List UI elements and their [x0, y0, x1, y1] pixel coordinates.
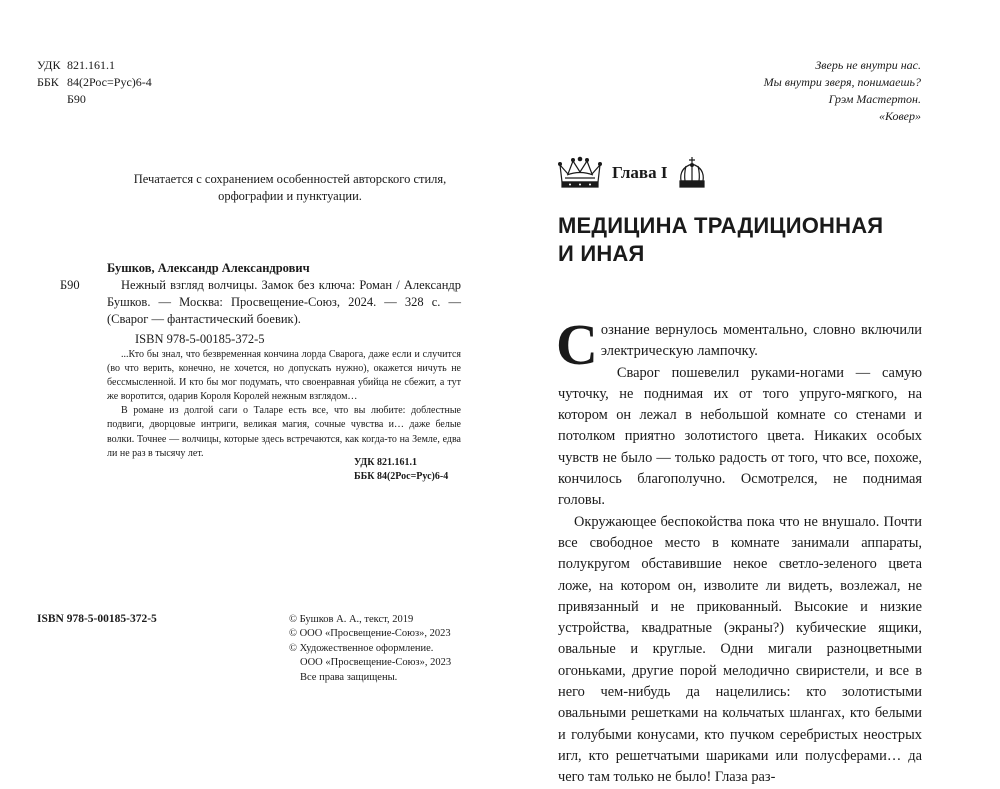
bbk-row — [37, 74, 152, 91]
isbn-footer: ISBN 978-5-00185-372-5 — [37, 613, 157, 625]
author-mark-row — [37, 91, 152, 108]
annotation — [107, 348, 461, 461]
body-paragraph-2: Сварог пошевелил руками-ногами — самую чуточку, не поднимая их от того упруго-мягкого, на котором он лежал в небольшой комнате со стенами и потолком приятно золотистого цвета. Никаких особых чувств не было — только радость от того, что все, похоже, кончилось благополучно. Осмотрелся, не поднимая головы. — [558, 364, 922, 509]
epigraph-line2: Мы внутри зверя, понимаешь? — [763, 75, 921, 89]
epigraph-work: «Ковер» — [878, 109, 921, 123]
edition-note-line1: Печатается с сохранением особенностей авторского стиля, — [133, 172, 447, 186]
copyright-line: © ООО «Просвещение-Союз», 2023 — [289, 628, 451, 640]
crown-icon — [677, 156, 707, 190]
body-paragraph-1 — [556, 312, 922, 377]
isbn: ISBN 978-5-00185-372-5 — [135, 332, 265, 346]
chapter-label: Глава I — [612, 163, 668, 182]
copyright-line: © Художественное оформление. — [289, 642, 434, 654]
chapter-heading — [558, 156, 707, 190]
bbk-value: 84(2Рос=Рус)6-4 — [67, 75, 152, 89]
epigraph — [764, 57, 921, 125]
crown-icon — [558, 156, 602, 190]
author-mark-value: Б90 — [67, 92, 86, 106]
udk-value: 821.161.1 — [67, 58, 115, 72]
udk-label: УДК — [37, 58, 61, 72]
epigraph-line1: Зверь не внутри нас. — [815, 58, 921, 72]
copyright-line: ООО «Просвещение-Союз», 2023 — [300, 657, 452, 669]
bbk-label: ББК — [37, 75, 59, 89]
copyright-line: © Бушков А. А., текст, 2019 — [289, 614, 414, 625]
copyright-line: Все права защищены. — [300, 671, 398, 683]
chapter-title-line2: И ИНАЯ — [558, 241, 645, 266]
chapter-title-line1: МЕДИЦИНА ТРАДИЦИОННАЯ — [558, 213, 884, 238]
copyright-block — [289, 613, 451, 685]
epigraph-author: Грэм Мастертон. — [828, 92, 921, 106]
bibliographic-entry — [107, 260, 461, 348]
annotation-paragraph-1: ...Кто бы знал, что безвременная кончина лорда Сварога, даже если и случится (во что верить, конечно, не хочется, но допускать нужно), окажется ничуть не бессмысленной. И кто бы мог подумать, что своенравная убийца не сбежит, а тут же воротится, одарив Короля Королей нежным взглядом… — [107, 349, 461, 403]
classification-block — [37, 57, 152, 108]
chapter-title — [558, 212, 938, 268]
author-mark: Б90 — [60, 278, 80, 292]
body-paragraph-3: Окружающее беспокойства пока что не внушало. Почти все свободное место в комнате занимали аппараты, полукругом обставившие некое светло-зеленого цвета ложе, на котором он, изволите ли видеть, возлежал, не привязанный и не прикованный. Высокие и низкие устройства, квадратные (экраны?) кубические ящики, овальные и круглые. Одни мигали разноцветными огоньками, другие порой мелодично свиристели, и все в него чем-нибудь да нацелились: кто золотистыми овальными решетками на кольчатых шлангах, кто белыми и голубыми конусами, кто пучком серебристых неострых игл, кто решетчатыми шариками или полусферами… да чего там только не было! Глаза раз- — [558, 513, 922, 786]
author-name: Бушков, Александр Александрович — [107, 261, 310, 275]
bbk-footer: ББК 84(2Рос=Рус)6-4 — [354, 471, 449, 482]
udk-footer: УДК 821.161.1 — [354, 457, 417, 468]
bibliographic-description: Нежный взгляд волчицы. Замок без ключа: Роман / Александр Бушков. — Москва: Просвещение-Союз, 2024. — 328 с. — (Сварог — фантастический боевик). — [107, 278, 461, 326]
edition-note — [100, 171, 480, 205]
classification-footer — [354, 456, 448, 484]
udk-row — [37, 57, 152, 74]
drop-cap: С — [556, 312, 598, 377]
edition-note-line2: орфографии и пунктуации. — [218, 189, 362, 203]
body-paragraph-1-text: ознание вернулось моментально, словно включили электрическую лампочку. — [600, 322, 922, 360]
chapter-body — [556, 312, 922, 789]
right-page — [500, 0, 1000, 786]
left-page — [0, 0, 500, 750]
annotation-paragraph-2: В романе из долгой саги о Таларе есть все, что вы любите: доблестные подвиги, дворцовые интриги, великая магия, сочные чувства и… даже белые волки. Точнее — волчицы, которые здесь встречаются, как когда-то на Земле, едва ли не раз в тысячу лет. — [107, 405, 461, 459]
